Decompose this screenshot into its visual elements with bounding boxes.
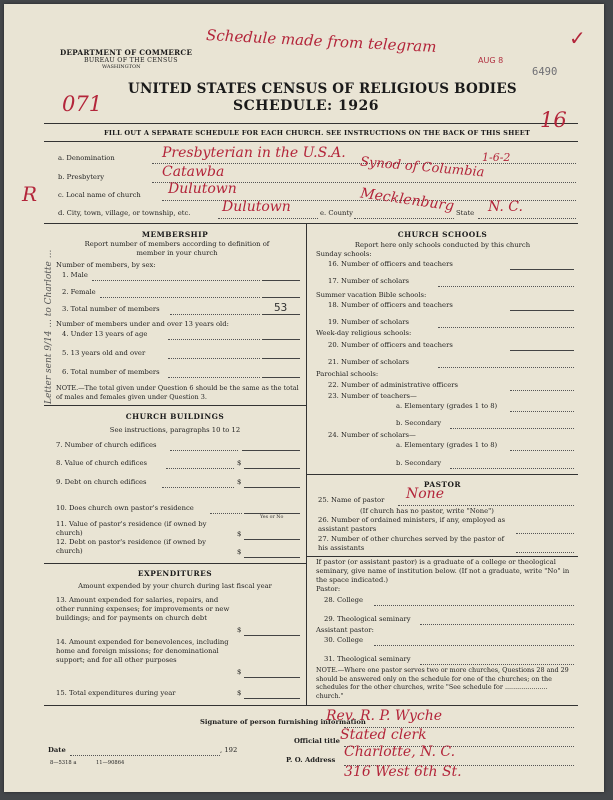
pastor-note: NOTE.—Where one pastor serves two or more churches, Questions 28 and 29 should be answered only on the schedule for one of the churches; on the schedules for the other churches, write "See schedule for ..................... church." xyxy=(316,666,569,700)
local-name-label: c. Local name of church xyxy=(58,191,141,199)
q9-debt-label: 9. Debt on church edifices xyxy=(56,478,147,486)
expenditures-heading: EXPENDITURES xyxy=(137,569,213,578)
q19-field[interactable] xyxy=(438,327,574,328)
check-mark-icon: ✓ xyxy=(569,26,586,50)
q8-field[interactable] xyxy=(244,468,300,469)
q6-total-dots xyxy=(168,377,260,378)
q11-field[interactable] xyxy=(244,539,300,540)
q17-label: 17. Number of scholars xyxy=(328,277,410,285)
presbytery-value[interactable]: Catawba xyxy=(162,164,225,180)
census-schedule-form xyxy=(4,4,604,792)
q25-value: None xyxy=(406,486,444,502)
q2-female-dots xyxy=(100,297,260,298)
handwritten-top-note: Schedule made from telegram xyxy=(205,25,437,57)
graduate-rule xyxy=(307,556,578,557)
membership-intro: Report number of members according to definition of member in your church xyxy=(84,240,270,257)
file-stamp-number: 6490 xyxy=(532,66,558,78)
q10-residence-label: 10. Does church own pastor's residence xyxy=(56,504,194,512)
summer-schools-label: Summer vacation Bible schools: xyxy=(316,291,427,299)
q10-yes-or-no: Yes or No xyxy=(260,515,284,520)
signature-label: Signature of person furnishing information xyxy=(200,718,366,726)
handwritten-right-number: 16 xyxy=(540,108,567,132)
q31-label: 31. Theological seminary xyxy=(324,655,411,663)
membership-heading: MEMBERSHIP xyxy=(141,230,209,239)
q7-field[interactable] xyxy=(242,450,300,451)
date-label: Date xyxy=(48,746,66,754)
denomination-code: 1-6-2 xyxy=(482,151,511,164)
county-line xyxy=(354,218,454,219)
weekday-schools-label: Week-day religious schools: xyxy=(316,329,412,337)
state-label: State xyxy=(456,209,475,217)
q15-field[interactable] xyxy=(244,698,300,699)
state-line xyxy=(478,218,576,219)
q28-field[interactable] xyxy=(374,605,574,606)
by-sex-label: Number of members, by sex: xyxy=(56,261,156,269)
q24a-field[interactable] xyxy=(510,450,574,451)
q3-total-dots xyxy=(170,314,260,315)
presbytery-label: b. Presbytery xyxy=(58,173,105,181)
bureau-city: WASHINGTON xyxy=(102,64,141,70)
membership-note: NOTE.—The total given under Question 6 should be the same as the total of males and females given under Question 3. xyxy=(56,384,299,401)
graduate-intro: If pastor (or assistant pastor) is a graduate of a college or theological seminary, give name of institution below. (If not a graduate, write "No" in the space indicated.) xyxy=(316,558,570,584)
print-number: 11—90864 xyxy=(96,760,125,766)
received-stamp-date: AUG 8 xyxy=(478,56,504,65)
q21-field[interactable] xyxy=(438,367,574,368)
q23b-label: b. Secondary xyxy=(396,419,442,427)
q6-total-field[interactable] xyxy=(262,377,300,378)
q18-field[interactable] xyxy=(510,310,574,311)
q25-field[interactable] xyxy=(398,505,574,506)
q8-dots xyxy=(166,468,234,469)
q23a-label: a. Elementary (grades 1 to 8) xyxy=(396,402,498,410)
q14-field[interactable] xyxy=(244,677,300,678)
q2-female-field[interactable] xyxy=(262,297,300,298)
q27-field[interactable] xyxy=(516,552,574,553)
expenditures-subheading: Amount expended by your church during last fiscal year xyxy=(78,582,272,590)
schools-subheading: Report here only schools conducted by this church xyxy=(354,241,531,249)
expenditures-rule xyxy=(44,563,306,564)
q8-value-label: 8. Value of church edifices xyxy=(56,459,148,467)
q13-dollar: $ xyxy=(237,626,242,634)
q14-benevolences-label: 14. Amount expended for benevolences, including home and foreign missions; for denominational support; and for all other purposes xyxy=(56,638,229,664)
q29-label: 29. Theological seminary xyxy=(324,615,411,623)
over13-label: Number of members under and over 13 years old: xyxy=(56,320,229,328)
official-title-label: Official title xyxy=(294,737,340,745)
form-title: UNITED STATES CENSUS OF RELIGIOUS BODIES xyxy=(128,81,517,97)
q5-over13-field[interactable] xyxy=(262,358,300,359)
q2-female-label: 2. Female xyxy=(62,288,96,296)
q29-field[interactable] xyxy=(420,624,574,625)
q5-over13-dots xyxy=(168,358,260,359)
date-year: , 192 xyxy=(220,746,238,754)
q15-total-expenditures-label: 15. Total expenditures during year xyxy=(56,689,176,697)
q23b-field[interactable] xyxy=(450,428,574,429)
handwritten-r-mark: R xyxy=(22,182,38,206)
address-label: P. O. Address xyxy=(286,756,336,764)
q1-male-label: 1. Male xyxy=(62,271,88,279)
q16-field[interactable] xyxy=(510,269,574,270)
q9-dots xyxy=(162,487,234,488)
q1-male-dots xyxy=(92,280,260,281)
header-rule-bottom xyxy=(44,141,578,142)
county-value[interactable]: Mecklenburg xyxy=(359,185,456,215)
q22-field[interactable] xyxy=(510,390,574,391)
q13-field[interactable] xyxy=(244,635,300,636)
q31-field[interactable] xyxy=(420,664,574,665)
city-label: d. City, town, village, or township, etc. xyxy=(58,209,191,217)
q8-dollar: $ xyxy=(237,459,242,467)
q30-field[interactable] xyxy=(374,645,574,646)
buildings-heading: CHURCH BUILDINGS xyxy=(125,412,225,421)
sunday-schools-label: Sunday schools: xyxy=(316,250,372,258)
q22-label: 22. Number of administrative officers xyxy=(328,381,458,389)
header-rule-top xyxy=(44,123,578,124)
q24b-label: b. Secondary xyxy=(396,459,442,467)
city-line xyxy=(218,218,318,219)
official-title-value: Stated clerk xyxy=(340,727,427,743)
q3-total-value: 53 xyxy=(274,301,288,314)
q6-total-label: 6. Total number of members xyxy=(62,368,160,376)
q13-running-expenses-label: 13. Amount expended for salaries, repairs, and other running expenses; for improvements or new buildings; and for payments on church debt xyxy=(56,596,230,622)
form-subtitle: SCHEDULE: 1926 xyxy=(233,98,380,114)
q24a-label: a. Elementary (grades 1 to 8) xyxy=(396,441,498,449)
denomination-value[interactable]: Presbyterian in the U.S.A. xyxy=(162,145,346,161)
schools-heading: CHURCH SCHOOLS xyxy=(397,230,488,239)
q12-residence-debt-label: 12. Debt on pastor's residence (if owned by church) xyxy=(56,538,206,555)
q4-under13-dots xyxy=(168,339,260,340)
q4-under13-label: 4. Under 13 years of age xyxy=(62,330,148,338)
q25-note: (If church has no pastor, write "None") xyxy=(360,507,494,515)
date-field[interactable] xyxy=(70,755,220,756)
q7-dots xyxy=(170,450,238,451)
section-rule-bottom xyxy=(44,705,578,706)
state-value[interactable]: N. C. xyxy=(488,199,523,215)
pastor-subheading: Pastor: xyxy=(316,585,341,593)
q28-label: 28. College xyxy=(324,596,364,604)
form-number: 8—5318 a xyxy=(50,760,77,766)
synod-value[interactable]: Synod of Columbia xyxy=(359,154,485,181)
q11-dollar: $ xyxy=(237,530,242,538)
q23-label: 23. Number of teachers— xyxy=(328,392,417,400)
q10-field[interactable] xyxy=(244,513,300,514)
city-value[interactable]: Dulutown xyxy=(222,199,291,215)
address-value-street: 316 West 6th St. xyxy=(344,764,462,780)
handwritten-left-number: 071 xyxy=(62,92,103,116)
pencil-margin-note: Letter sent 9/14 ... to Charlotte ... xyxy=(44,249,54,404)
q25-label: 25. Name of pastor xyxy=(318,496,385,504)
q24-label: 24. Number of scholars— xyxy=(328,431,416,439)
q1-male-field[interactable] xyxy=(262,280,300,281)
q18-label: 18. Number of officers and teachers xyxy=(328,301,453,309)
q26-label: 26. Number of ordained ministers, if any, employed as assistant pastors xyxy=(318,516,506,533)
column-divider xyxy=(306,223,307,705)
form-instruction: FILL OUT A SEPARATE SCHEDULE FOR EACH CHURCH. SEE INSTRUCTIONS ON THE BACK OF THIS SHEET xyxy=(104,129,531,137)
parochial-schools-label: Parochial schools: xyxy=(316,370,379,378)
q9-field[interactable] xyxy=(244,487,300,488)
q3-total-label: 3. Total number of members xyxy=(62,305,160,313)
q9-dollar: $ xyxy=(237,478,242,486)
department-name: DEPARTMENT OF COMMERCE xyxy=(60,48,193,57)
section-rule-top xyxy=(44,223,578,224)
pastor-heading: PASTOR xyxy=(423,480,462,489)
signature-value: Rev. R. P. Wyche xyxy=(326,708,443,724)
q26-field[interactable] xyxy=(516,533,574,534)
bureau-name: BUREAU OF THE CENSUS xyxy=(84,57,178,64)
q21-label: 21. Number of scholars xyxy=(328,358,410,366)
local-name-value[interactable]: Dulutown xyxy=(168,181,237,197)
q7-edifices-label: 7. Number of church edifices xyxy=(56,441,157,449)
q12-field[interactable] xyxy=(244,557,300,558)
q10-dots xyxy=(210,513,242,514)
address-value: Charlotte, N. C. xyxy=(344,744,456,760)
q23a-field[interactable] xyxy=(510,411,574,412)
q30-label: 30. College xyxy=(324,636,364,644)
q24b-field[interactable] xyxy=(450,468,574,469)
q3-total-field[interactable] xyxy=(262,314,300,315)
q20-field[interactable] xyxy=(510,350,574,351)
q4-under13-field[interactable] xyxy=(262,339,300,340)
assistant-subheading: Assistant pastor: xyxy=(316,626,374,634)
county-label: e. County xyxy=(320,209,353,217)
q17-field[interactable] xyxy=(438,286,574,287)
denomination-label: a. Denomination xyxy=(58,154,115,162)
q14-dollar: $ xyxy=(237,668,242,676)
pastor-rule xyxy=(307,474,578,475)
q12-dollar: $ xyxy=(237,548,242,556)
q15-dollar: $ xyxy=(237,689,242,697)
q20-label: 20. Number of officers and teachers xyxy=(328,341,453,349)
buildings-subheading: See instructions, paragraphs 10 to 12 xyxy=(109,426,241,434)
q5-over13-label: 5. 13 years old and over xyxy=(62,349,146,357)
q11-residence-value-label: 11. Value of pastor's residence (if owned by church) xyxy=(56,520,207,537)
q16-label: 16. Number of officers and teachers xyxy=(328,260,453,268)
q27-label: 27. Number of other churches served by the pastor of his assistants xyxy=(318,535,505,552)
q19-label: 19. Number of scholars xyxy=(328,318,410,326)
buildings-rule xyxy=(44,405,306,406)
